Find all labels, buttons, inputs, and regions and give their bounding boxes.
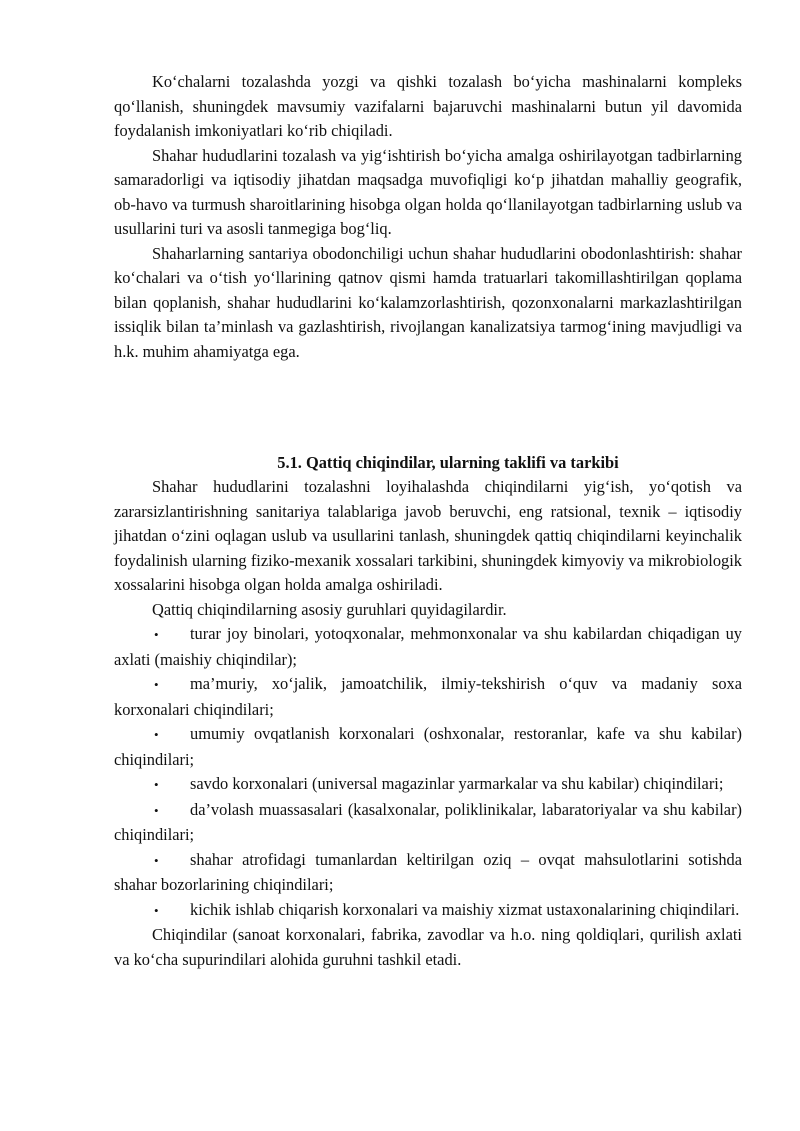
- bullet-icon: •: [154, 777, 159, 792]
- list-item: [114, 722, 742, 772]
- list-item-text: shahar atrofidagi tumanlardan keltirilgan oziq – ovqat mahsulotlarini sotishda shahar bozorlarining chiqindilari;: [114, 849, 742, 894]
- list-item: [114, 798, 742, 848]
- bullet-icon: •: [154, 627, 159, 642]
- intro-text-block: [114, 70, 742, 364]
- paragraph: Ko‘chalarni tozalashda yozgi va qishki tozalash bo‘yicha mashinalarni kompleks qo‘llanish, shuningdek mavsumiy vazifalarni bajaruvchi mashinalarni butun yil davomida foydalanish imkoniyatlari ko‘rib chiqiladi.: [114, 72, 742, 140]
- list-item: [114, 898, 742, 924]
- list-item-text: savdo korxonalari (universal magazinlar yarmarkalar va shu kabilar) chiqindilari;: [190, 774, 724, 793]
- paragraph: Shaharlarning santariya obodonchiligi uchun shahar hududlarini obodonlashtirish: shahar ko‘chalari va o‘tish yo‘llarining qatnov qismi hamda tratuarlari takomillashtirilgan qoplama bilan qoplanish, shahar hududlarini ko‘kalamzorlashtirish, qozonxonalarni markazlashtirilgan issiqlik bilan ta’minlash va gazlashtirish, rivojlangan kanalizatsiya tarmog‘ining mavjudligi va h.k. muhim ahamiyatga ega.: [114, 243, 742, 361]
- section-heading: 5.1. Qattiq chiqindilar, ularning taklifi va tarkibi: [277, 453, 619, 472]
- bullet-icon: •: [154, 802, 159, 818]
- closing-paragraph: Chiqindilar (sanoat korxonalari, fabrika, zavodlar va h.o. ning qoldiqlari, qurilish axlati va ko‘cha supurindilari alohida guruhni tashkil etadi.: [114, 925, 742, 969]
- paragraph: Shahar hududlarini tozalashni loyihalashda chiqindilarni yig‘ish, yo‘qotish va zararsizlantirishning sanitariya talablariga javob beruvchi, eng ratsional, texnik – iqtisodiy jihatdan o‘zini oqlagan uslub va usullarini tanlash, shuningdek qattiq chiqindilarni keyinchalik foydalinish ularning fiziko-mexanik xossalari tarkibini, shuningdek kimyoviy va mikrobiologik xossalarini hisobga olgan holda amalga oshiriladi.: [114, 477, 742, 594]
- paragraph: Shahar hududlarini tozalash va yig‘ishtirish bo‘yicha amalga oshirilayotgan tadbirlarning samaradorligi va iqtisodiy jihatdan maqsadga muvofiqligi ko‘p jihatdan mahalliy geografik, ob-havo va turmush sharoitlarining hisobga olgan holda qo‘llanilayotgan tadbirlarning uslub va usullarini turi va asosli tanmegiga bog‘liq.: [114, 145, 742, 238]
- bullet-list: [114, 622, 742, 923]
- bullet-icon: •: [154, 677, 159, 692]
- list-item: [114, 672, 742, 722]
- bullet-icon: •: [154, 902, 159, 918]
- paragraph: Qattiq chiqindilarning asosiy guruhlari quyidagilardir.: [152, 599, 507, 619]
- list-item-text: umumiy ovqatlanish korxonalari (oshxonalar, restoranlar, kafe va shu kabilar) chiqindilari;: [114, 724, 742, 769]
- list-item: [114, 772, 742, 798]
- list-item-text: turar joy binolari, yotoqxonalar, mehmonxonalar va shu kabilardan chiqadigan uy axlati (maishiy chiqindilar);: [114, 624, 742, 669]
- list-item: [114, 848, 742, 898]
- list-item: [114, 622, 742, 672]
- bullet-icon: •: [154, 727, 159, 742]
- section-text-block: [114, 475, 742, 972]
- list-item-text: kichik ishlab chiqarish korxonalari va maishiy xizmat ustaxonalarining chiqindilari.: [190, 899, 740, 919]
- list-item-text: da’volash muassasalari (kasalxonalar, poliklinikalar, labaratoriyalar va shu kabilar) chiqindilari;: [114, 799, 742, 844]
- list-item-text: ma’muriy, xo‘jalik, jamoatchilik, ilmiy-tekshirish o‘quv va madaniy soxa korxonalari chiqindilari;: [114, 674, 742, 719]
- bullet-icon: •: [154, 852, 159, 868]
